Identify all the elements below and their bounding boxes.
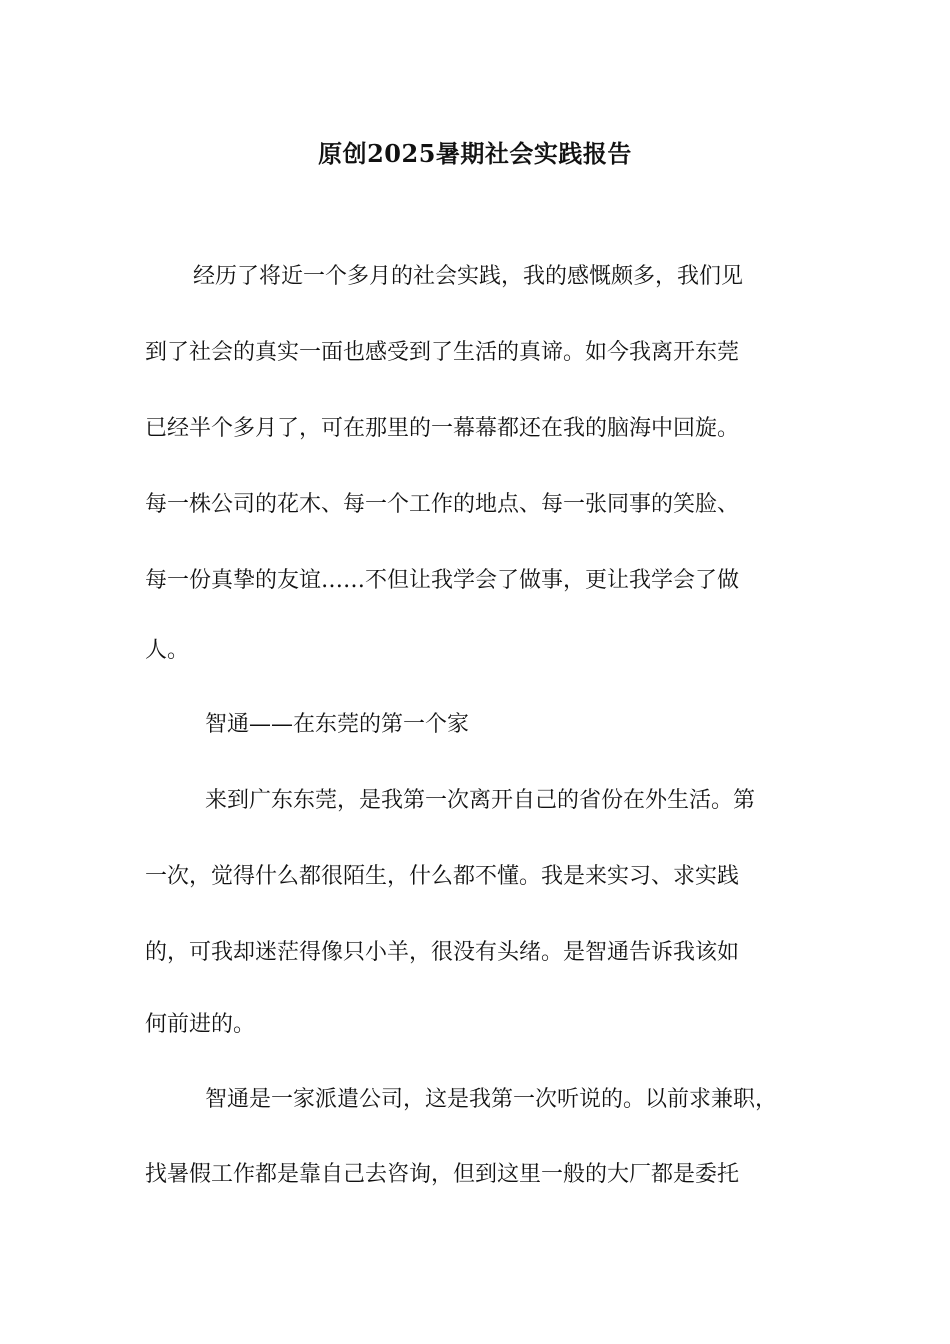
paragraph-3-line-1: 智通是一家派遣公司，这是我第一次听说的。以前求兼职，	[205, 1087, 778, 1112]
paragraph-2-line-1: 来到广东东莞，是我第一次离开自己的省份在外生活。第	[205, 788, 756, 813]
paragraph-1-line-4: 每一株公司的花木、每一个工作的地点、每一张同事的笑脸、	[145, 492, 740, 517]
paragraph-3-line-2: 找暑假工作都是靠自己去咨询，但到这里一般的大厂都是委托	[145, 1162, 740, 1187]
paragraph-1-line-1: 经历了将近一个多月的社会实践，我的感慨颇多，我们见	[193, 264, 744, 289]
document-title: 原创2025暑期社会实践报告	[318, 139, 632, 168]
paragraph-2-line-4: 何前进的。	[145, 1012, 256, 1037]
paragraph-1-line-2: 到了社会的真实一面也感受到了生活的真谛。如今我离开东莞	[145, 340, 740, 365]
paragraph-1-line-6: 人。	[145, 638, 190, 663]
paragraph-2-line-2: 一次，觉得什么都很陌生，什么都不懂。我是来实习、求实践	[145, 864, 740, 889]
paragraph-1-line-5: 每一份真挚的友谊……不但让我学会了做事，更让我学会了做	[145, 568, 740, 593]
section-heading: 智通——在东莞的第一个家	[205, 712, 470, 737]
paragraph-2-line-3: 的，可我却迷茫得像只小羊，很没有头绪。是智通告诉我该如	[145, 940, 740, 965]
paragraph-1-line-3: 已经半个多月了，可在那里的一幕幕都还在我的脑海中回旋。	[145, 416, 740, 441]
